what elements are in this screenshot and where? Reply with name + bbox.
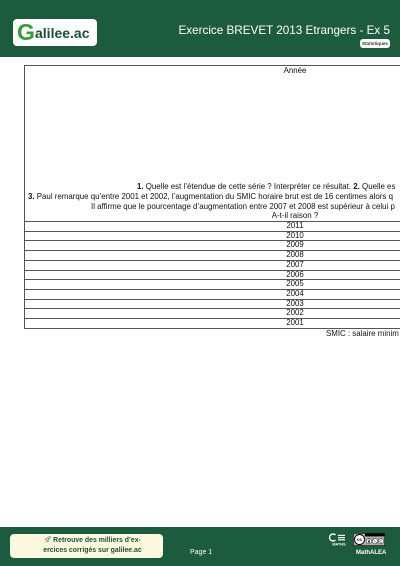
cc-icon-text: cc	[356, 537, 363, 543]
question-line-2	[28, 192, 400, 202]
data-table	[24, 65, 400, 329]
sa-icon	[378, 539, 383, 544]
table-caption: SMIC : salaire minim	[326, 329, 399, 338]
table-row: 2006	[25, 270, 400, 280]
coop-c-mark	[330, 534, 336, 541]
question-text: Quelle est l’étendue de cette série ? Interpréter ce résultat.	[143, 182, 354, 191]
question-line-1	[137, 182, 400, 192]
page-footer	[0, 527, 400, 566]
year-rows	[25, 221, 400, 329]
exercise-title: Exercice BREVET 2013 Etrangers - Ex 5	[178, 24, 390, 37]
rocket-icon	[44, 536, 51, 543]
table-row: 2009	[25, 240, 400, 250]
promo-box	[10, 534, 163, 558]
mathalea-brand: MathALEA	[356, 550, 387, 556]
coop-bar	[338, 537, 345, 538]
coop-bar	[338, 535, 345, 536]
table-row: 2007	[25, 260, 400, 270]
table-row: 2011	[25, 221, 400, 231]
table-row: 2001	[25, 318, 400, 329]
page-header	[0, 0, 400, 57]
topic-badge: Statistiques	[361, 41, 388, 46]
question-text: A-t-il raison ?	[271, 211, 319, 221]
table-row: 2005	[25, 279, 400, 289]
question-number: 3.	[28, 191, 35, 201]
page-number: Page 1	[190, 549, 213, 556]
column-header-year: Année	[283, 66, 307, 75]
coop-logo-text: MATHS	[332, 542, 346, 546]
coop-bar	[338, 539, 345, 540]
table-row: 2003	[25, 299, 400, 309]
coopmaths-logo	[328, 533, 352, 546]
table-row: 2008	[25, 250, 400, 260]
question-text: Il affirme que le pourcentage d’augmentation entre 2007 et 2008 est supérieur à celui p	[91, 201, 395, 211]
table-row: 2002	[25, 308, 400, 318]
question-number: 2.	[353, 182, 360, 191]
license-badge-stripe	[365, 534, 384, 537]
promo-line-1	[22, 536, 163, 546]
promo-text: Retrouve des milliers d’ex-	[53, 537, 141, 544]
table-row: 2004	[25, 289, 400, 299]
galilee-logo	[13, 19, 97, 46]
table-row: 2010	[25, 231, 400, 241]
cc-license-badge	[353, 533, 385, 546]
question-text: Paul remarque qu’entre 2001 et 2002, l’augmentation du SMIC horaire brut est de 16 centimes alors q	[34, 191, 393, 201]
question-text: Quelle es	[359, 182, 396, 191]
logo-wordmark: alilee.ac	[35, 25, 90, 41]
promo-line-2: ercices corrigés sur galilee.ac	[43, 547, 142, 554]
question-number: 1.	[137, 182, 144, 191]
question-line-4	[190, 211, 400, 221]
question-line-3	[91, 202, 400, 212]
by-icon-body	[368, 541, 369, 543]
by-icon-head	[368, 539, 369, 540]
logo-g-mark: G	[17, 19, 35, 45]
